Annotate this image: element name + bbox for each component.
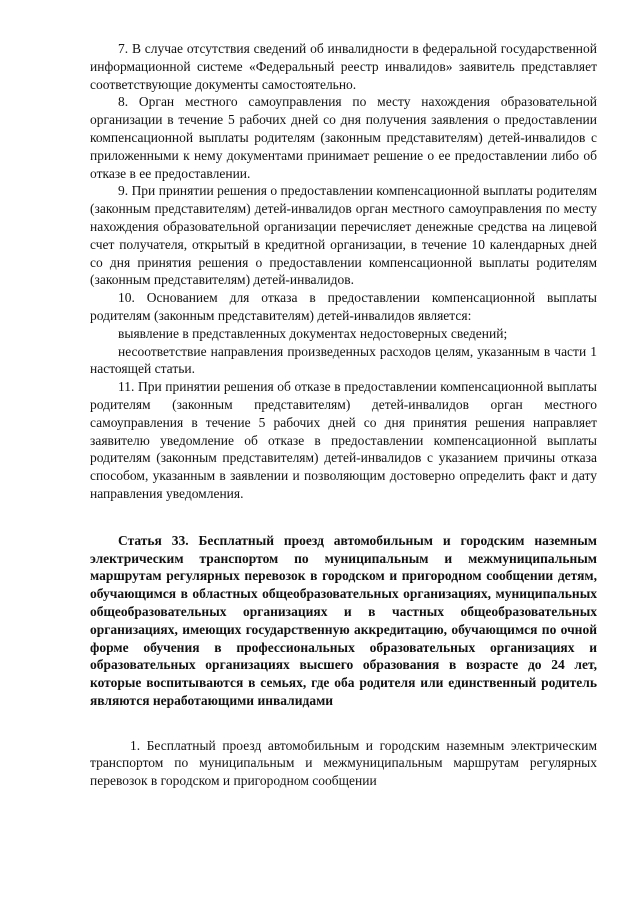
paragraph-7: 7. В случае отсутствия сведений об инвалидности в федеральной государственной информационной системе «Федеральный реестр инвалидов» заявитель представляет соответствующие документы самостоятельно.	[90, 41, 597, 92]
paragraph-9: 9. При принятии решения о предоставлении компенсационной выплаты родителям (законным представителям) детей-инвалидов орган местного самоуправления по месту нахождения образовательной организации перечисляет денежные средства на лицевой счет получателя, открытый в кредитной организации, в течение 10 календарных дней со дня принятия решения о предоставлении компенсационной выплаты родителям (законным представителям) детей-инвалидов.	[90, 183, 597, 288]
paragraph-10-item-1: выявление в представленных документах недостоверных сведений;	[118, 325, 508, 341]
paragraph-11: 11. При принятии решения об отказе в предоставлении компенсационной выплаты родителям (законным представителям) детей-инвалидов орган местного самоуправления в течение 5 рабочих дней со дня принятия решения направляет заявителю уведомление об отказе в предоставлении компенсационной выплаты родителям (законным представителям) детей-инвалидов с указанием причины отказа способом, указанным в заявлении и позволяющим достоверно определить факт и дату направления уведомления.	[90, 379, 597, 501]
article-33-paragraph-1: 1. Бесплатный проезд автомобильным и городским наземным электрическим транспортом по муниципальным и межмуниципальным маршрутам регулярных перевозок в городском и пригородном сообщении	[90, 737, 597, 789]
paragraph-8: 8. Орган местного самоуправления по месту нахождения образовательной организации в течение 5 рабочих дней со дня получения заявления о предоставлении компенсационной выплаты родителям (законным представителям) детей-инвалидов с приложенными к нему документами принимает решение о ее предоставлении либо об отказе в ее предоставлении.	[90, 94, 597, 181]
article-33-heading: Статья 33. Бесплатный проезд автомобильным и городским наземным электрическим транспортом по муниципальным и межмуниципальным маршрутам регулярных перевозок в городском и пригородном сообщении детям, обучающимся в областных общеобразовательных организациях, муниципальных общеобразовательных организациях и в частных общеобразовательных организациях, имеющих государственную аккредитацию, обучающимся по очной форме обучения в профессиональных образовательных организациях и образовательных организациях высшего образования в возрасте до 24 лет, которые воспитываются в семьях, где оба родителя или единственный родитель являются неработающими инвалидами	[90, 532, 597, 708]
document-page	[90, 40, 597, 790]
paragraph-10: 10. Основанием для отказа в предоставлении компенсационной выплаты родителям (законным представителям) детей-инвалидов является:	[90, 290, 597, 323]
paragraph-10-item-2: несоответствие направления произведенных расходов целям, указанным в части 1 настоящей статьи.	[90, 343, 597, 377]
